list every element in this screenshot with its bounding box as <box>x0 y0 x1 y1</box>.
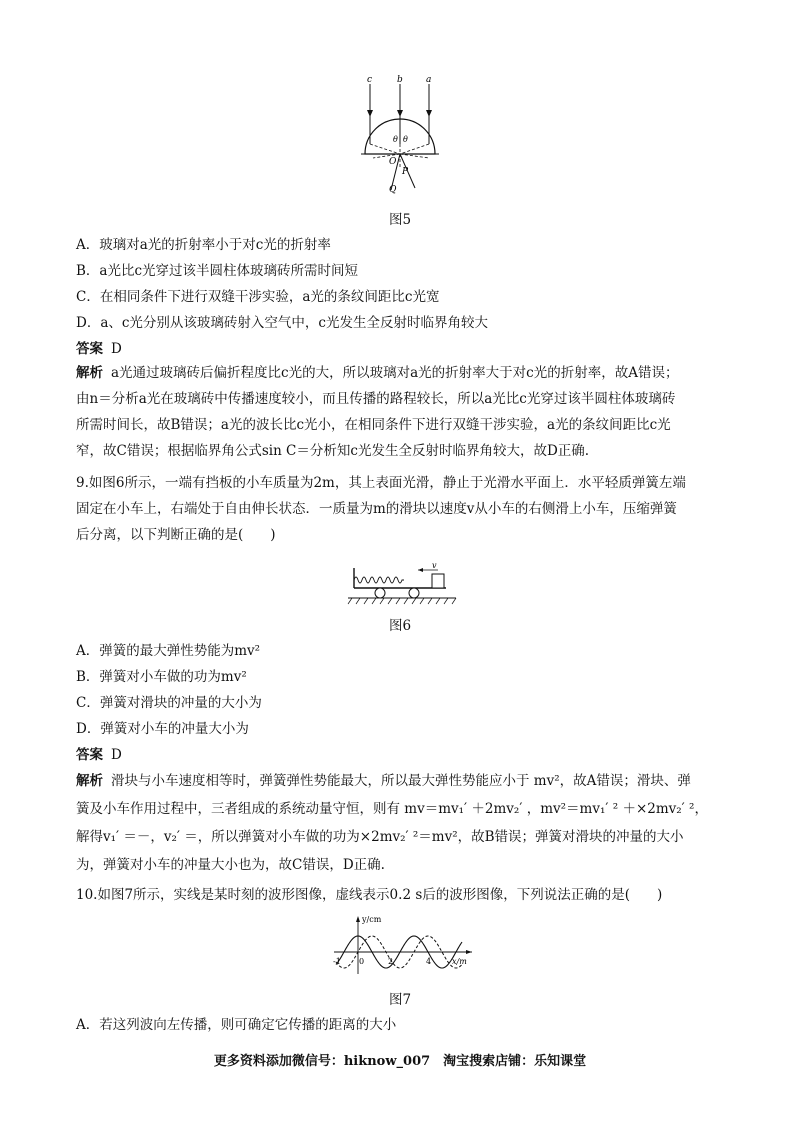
x-axis-label: x/m <box>452 957 467 966</box>
q9-stem-line-2: 固定在小车上，右端处于自由伸长状态．一质量为m的滑块以速度v从小车的右侧滑上小车，压缩弹簧 <box>76 501 677 517</box>
q9-analysis-line-1 <box>76 772 691 790</box>
ray-label-b: b <box>397 75 403 85</box>
footer-note: 更多资料添加微信号：hiknow_007 淘宝搜索店铺：乐知课堂 <box>213 1054 587 1069</box>
q9-answer-value: D <box>111 747 122 763</box>
point-label-q: Q <box>389 185 397 195</box>
q8-analysis-text-1: a光通过玻璃砖后偏折程度比c光的大，所以玻璃对a光的折射率大于对c光的折射率，故A错误； <box>111 365 679 381</box>
q8-option-b: B．a光比c光穿过该半圆柱体玻璃砖所需时间短 <box>76 263 359 279</box>
figure-5-caption: 图5 <box>388 212 412 228</box>
q9-analysis-line-2: 簧及小车作用过程中，三者组成的系统动量守恒，则有 mv＝mv₁′ ＋2mv₂′ ，mv²＝mv₁′ ² ＋×2mv₂′ ²， <box>76 801 708 817</box>
ray-label-c: c <box>367 75 373 85</box>
figure-5-diagram <box>355 72 455 202</box>
q9-analysis-line-3: 解得v₁′ ＝－，v₂′ ＝，所以弹簧对小车做的功为×2mv₂′ ²＝mv²，故B错误；弹簧对滑块的冲量的大小 <box>76 829 684 845</box>
q9-option-a: A．弹簧的最大弹性势能为mv² <box>76 643 261 659</box>
q10-stem: 10.如图7所示，实线是某时刻的波形图像，虚线表示0.2 s后的波形图像，下列说法正确的是( ) <box>76 887 663 903</box>
q9-answer <box>76 746 122 764</box>
q9-analysis-label: 解析 <box>76 773 103 789</box>
q10-option-a: A．若这列波向左传播，则可确定它传播的距离的大小 <box>76 1017 397 1033</box>
q8-analysis-label: 解析 <box>76 365 103 381</box>
q8-analysis-line-3: 所需时间长，故B错误；a光的波长比c光小，在相同条件下进行双缝干涉实验，a光的条纹间距比c光 <box>76 417 671 433</box>
point-label-o: O <box>389 157 397 167</box>
point-label-p: P <box>402 167 409 177</box>
q9-analysis-line-4: 为，弹簧对小车的冲量大小也为，故C错误，D正确. <box>76 857 385 873</box>
q8-option-c: C．在相同条件下进行双缝干涉实验，a光的条纹间距比c光宽 <box>76 289 440 305</box>
figure-6-caption: 图6 <box>388 618 412 634</box>
tick-label-0: 0 <box>359 957 365 966</box>
q8-option-d: D．a、c光分别从该玻璃砖射入空气中，c光发生全反射时临界角较大 <box>76 315 488 331</box>
tick-label-2: 2 <box>388 957 394 966</box>
angle-label-right: θ <box>403 135 408 144</box>
q9-option-d: D．弹簧对小车的冲量大小为 <box>76 721 249 737</box>
q9-stem-line-3: 后分离，以下判断正确的是( ) <box>76 527 276 543</box>
figure-7-wave-graph <box>330 912 480 978</box>
q8-analysis-line-1 <box>76 364 678 382</box>
q9-stem-line-1: 9.如图6所示，一端有挡板的小车质量为2m，其上表面光滑，静止于光滑水平面上．水平轻质弹簧左端 <box>76 475 686 491</box>
angle-label-left: θ <box>393 135 398 144</box>
q9-analysis-text-1: 滑块与小车速度相等时，弹簧弹性势能最大，所以最大弹性势能应小于 mv²，故A错误；滑块、弹 <box>111 773 691 789</box>
q8-answer-label: 答案 <box>76 341 103 357</box>
q9-answer-label: 答案 <box>76 747 103 763</box>
tick-label-4: 4 <box>426 957 432 966</box>
q8-analysis-line-2: 由n＝分析a光在玻璃砖中传播速度较小，而且传播的路程较长，所以a光比c光穿过该半圆柱体玻璃砖 <box>76 391 676 407</box>
q8-answer-value: D <box>111 341 122 357</box>
q8-option-a: A．玻璃对a光的折射率小于对c光的折射率 <box>76 237 331 253</box>
figure-7-caption: 图7 <box>388 992 412 1008</box>
y-axis-label: y/cm <box>362 915 382 924</box>
ray-label-a: a <box>426 75 432 85</box>
tick-label-minus-1: -1 <box>333 957 341 966</box>
q9-option-b: B．弹簧对小车做的功为mv² <box>76 669 247 685</box>
figure-6-diagram <box>346 562 458 606</box>
q8-analysis-line-4: 窄，故C错误；根据临界角公式sin C＝分析知c光发生全反射时临界角较大，故D正确. <box>76 443 590 459</box>
velocity-label: v <box>432 562 437 570</box>
q9-option-c: C．弹簧对滑块的冲量的大小为 <box>76 695 262 711</box>
q8-answer <box>76 340 122 358</box>
